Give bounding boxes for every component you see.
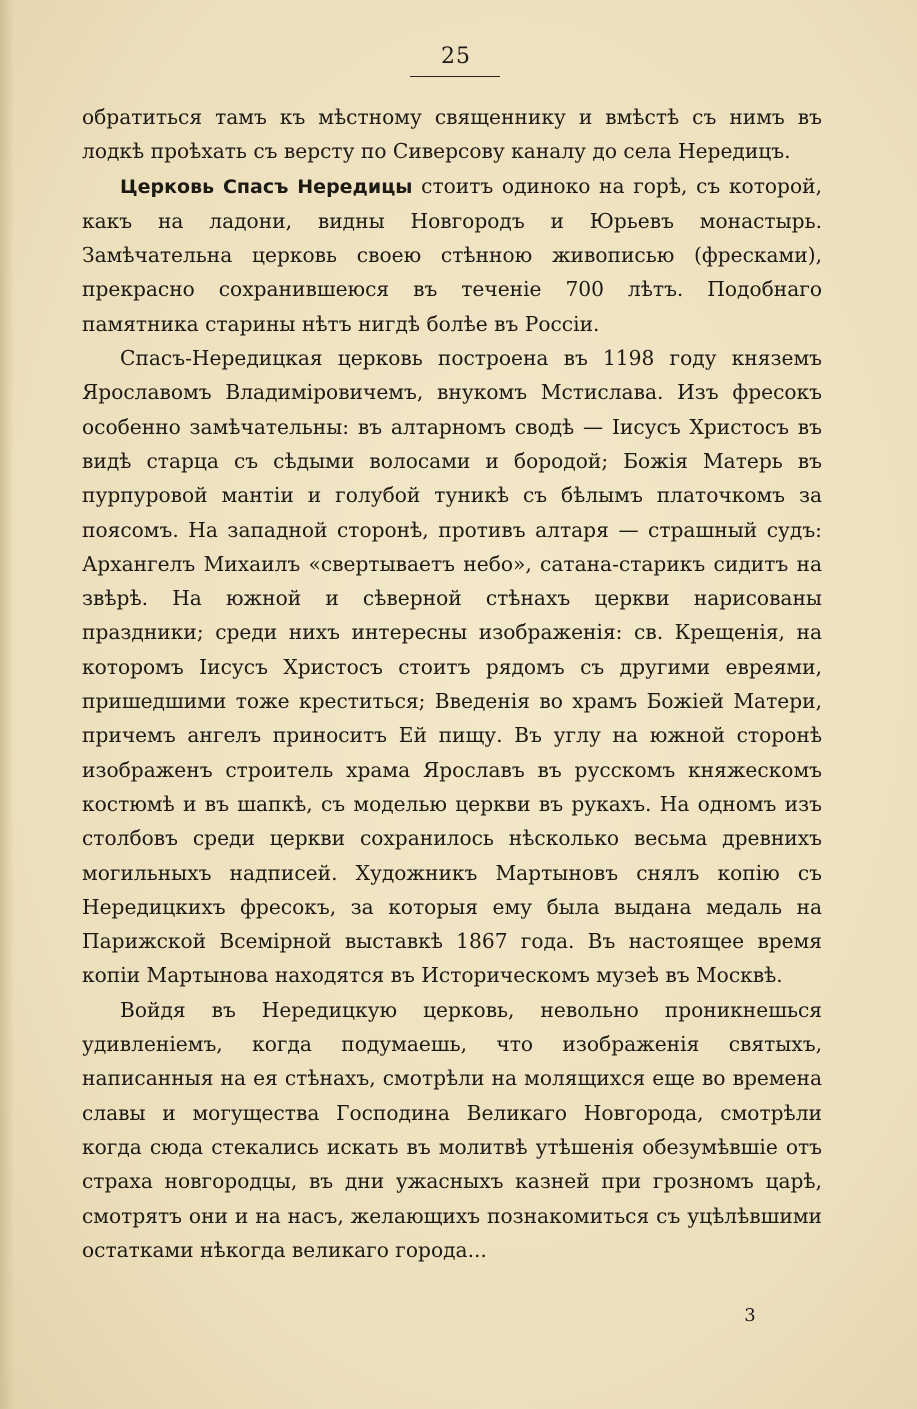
page-binding-shadow (0, 0, 14, 1409)
page-number: 25 (441, 44, 471, 69)
paragraph-1: обратиться тамъ къ мѣстному священнику и вмѣстѣ съ нимъ въ лодкѣ проѣхать съ версту по Сиверсову каналу до села Нередицъ. (82, 105, 822, 164)
signature-mark: 3 (744, 1305, 756, 1326)
text-body (82, 100, 822, 1267)
page-number-rule (410, 76, 500, 77)
paragraph-2-bold-heading: Церковь Спасъ Нередицы (120, 175, 413, 198)
paragraph-3: Спасъ-Нередицкая церковь построена въ 1198 году княземъ Ярославомъ Владиміровичемъ, внукомъ Мстислава. Изъ фресокъ особенно замѣчательны: въ алтарномъ сводѣ — Іисусъ Христосъ въ видѣ старца съ сѣдыми волосами и бородой; Божія Матерь въ пурпуровой мантіи и голубой туникѣ съ бѣлымъ платочкомъ за поясомъ. На западной сторонѣ, противъ алтаря — страшный судъ: Архангелъ Михаилъ «свертываетъ небо», сатана-старикъ сидитъ на звѣрѣ. На южной и сѣверной стѣнахъ церкви нарисованы праздники; среди нихъ интересны изображенія: св. Крещенія, на которомъ Іисусъ Христосъ стоитъ рядомъ съ другими евреями, пришедшими тоже креститься; Введенія во храмъ Божіей Матери, причемъ ангелъ приноситъ Ей пищу. Въ углу на южной сторонѣ изображенъ строитель храма Ярославъ въ русскомъ княжескомъ костюмѣ и въ шапкѣ, съ моделью церкви въ рукахъ. На одномъ изъ столбовъ среди церкви сохранилось нѣсколько весьма древнихъ могильныхъ надписей. Художникъ Мартыновъ снялъ копію съ Нередицкихъ фресокъ, за которыя ему была выдана медаль на Парижской Всемірной выставкѣ 1867 года. Въ настоящее время копіи Мартынова находятся въ Историческомъ музеѣ въ Москвѣ. (82, 346, 822, 988)
paragraph-4: Войдя въ Нередицкую церковь, невольно проникнешься удивленіемъ, когда подумаешь, что изображенія святыхъ, написанныя на ея стѣнахъ, смотрѣли на молящихся еще во времена славы и могущества Господина Великаго Новгорода, смотрѣли когда сюда стекались искать въ молитвѣ утѣшенія обезумѣвшіе отъ страха новгородцы, въ дни ужасныхъ казней при грозномъ царѣ, смотрятъ они и на насъ, желающихъ познакомиться съ уцѣлѣвшими остатками нѣкогда великаго города... (82, 997, 822, 1262)
paragraph-2-text: стоитъ одиноко на горѣ, съ которой, какъ на ладони, видны Новгородъ и Юрьевъ монастырь. Замѣчательна церковь своею стѣнною живописью (фресками), прекрасно сохранившеюся въ теченіе 700 лѣтъ. Подобнаго памятника старины нѣтъ нигдѣ болѣе въ Россіи. (82, 173, 822, 336)
paragraph-2 (82, 169, 822, 341)
